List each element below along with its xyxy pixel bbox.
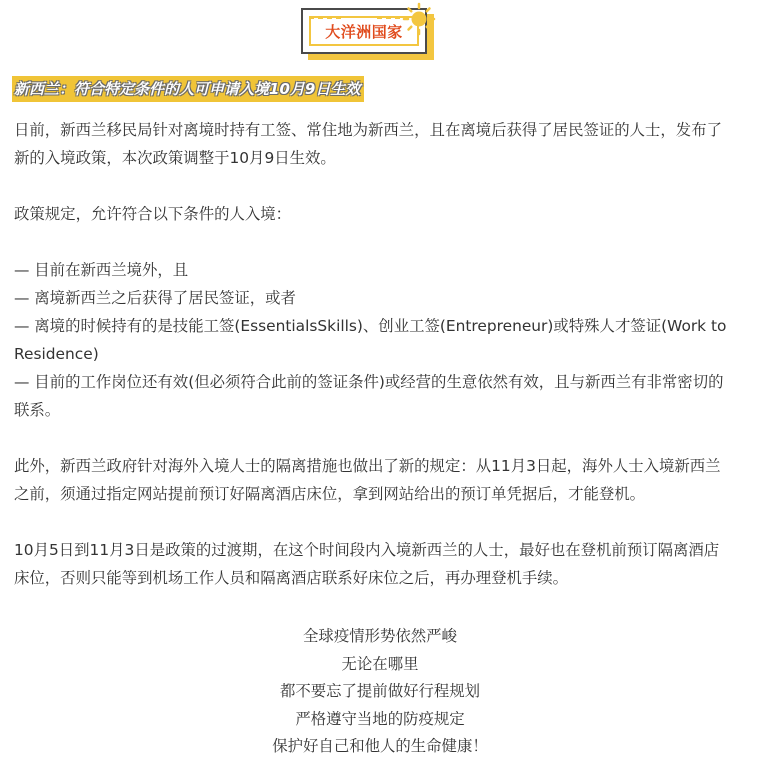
badge-label: 大洋洲国家 [325, 22, 403, 41]
sun-icon [402, 2, 436, 36]
condition-item: — 离境新西兰之后获得了居民签证，或者 [14, 289, 296, 307]
closing-line: 都不要忘了提前做好行程规划 [279, 682, 481, 700]
article-body [14, 116, 734, 592]
condition-item: — 目前在新西兰境外，且 [14, 261, 189, 279]
closing-line: 全球疫情形势依然严峻 [303, 627, 457, 645]
article-headline: 新西兰：符合特定条件的人可申请入境10月9日生效 [12, 76, 364, 102]
closing-line: 严格遵守当地的防疫规定 [295, 709, 465, 728]
intro-paragraph: 日前，新西兰移民局针对离境时持有工签、常住地为新西兰，且在离境后获得了居民签证的人士，发布了新的入境政策，本次政策调整于10月9日生效。 [14, 121, 722, 167]
closing-message [0, 623, 760, 761]
quarantine-paragraph: 此外，新西兰政府针对海外入境人士的隔离措施也做出了新的规定：从11月3日起，海外人士入境新西兰之前，须通过指定网站提前预订好隔离酒店床位，拿到网站给出的预订单凭据后，才能登机。 [14, 457, 721, 503]
transition-paragraph: 10月5日到11月3日是政策的过渡期，在这个时间段内入境新西兰的人士，最好也在登机前预订隔离酒店床位，否则只能等到机场工作人员和隔离酒店联系好床位之后，再办理登机手续。 [14, 541, 720, 587]
condition-item: — 离境的时候持有的是技能工签(EssentialsSkills)、创业工签(Entrepreneur)或特殊人才签证(Work to Residence) [14, 317, 727, 363]
closing-line: 保护好自己和他人的生命健康！ [272, 737, 488, 755]
policy-intro-paragraph: 政策规定，允许符合以下条件的人入境： [14, 205, 292, 223]
closing-line: 无论在哪里 [341, 654, 419, 673]
condition-item: — 目前的工作岗位还有效(但必须符合此前的签证条件)或经营的生意依然有效，且与新西兰有非常密切的联系。 [14, 373, 724, 419]
section-badge [300, 6, 440, 64]
